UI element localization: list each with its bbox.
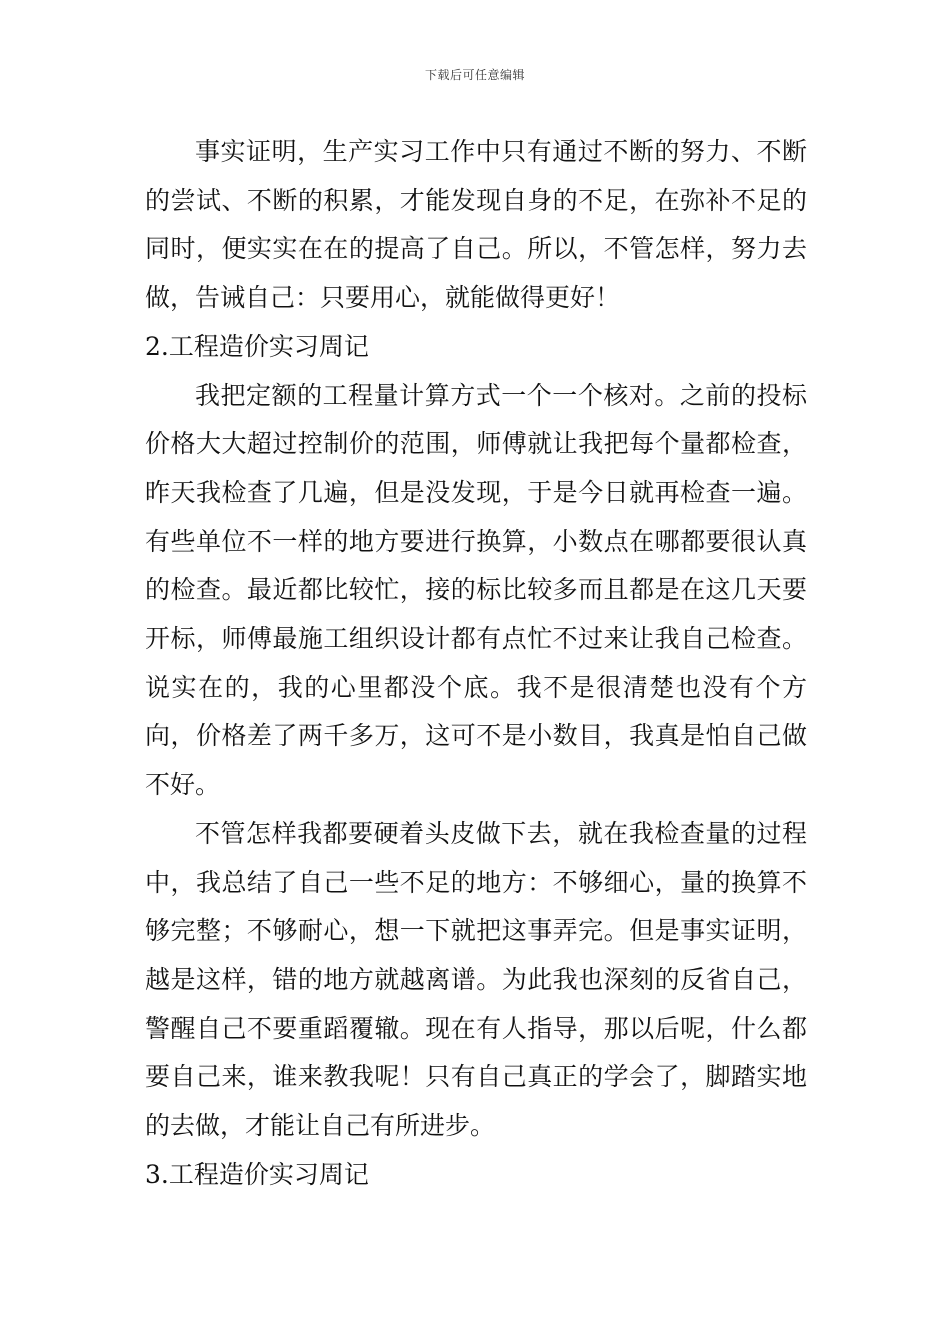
paragraph-conclusion: 事实证明，生产实习工作中只有通过不断的努力、不断的尝试、不断的积累，才能发现自身的不足，在弥补不足的同时，便实实在在的提高了自己。所以，不管怎样，努力去做，告诫自己：只要用心，就能做得更好！ (145, 137, 807, 313)
page-header-note: 下载后可任意编辑 (424, 68, 525, 82)
document-body (145, 128, 807, 1199)
section-heading-2: 2.工程造价实习周记 (145, 331, 369, 361)
section-heading-3: 3.工程造价实习周记 (145, 1159, 369, 1189)
paragraph-reflection: 不管怎样我都要硬着头皮做下去，就在我检查量的过程中，我总结了自己一些不足的地方：不够细心，量的换算不够完整；不够耐心，想一下就把这事弄完。但是事实证明，越是这样，错的地方就越离谱。为此我也深刻的反省自己，警醒自己不要重蹈覆辙。现在有人指导，那以后呢，什么都要自己来，谁来教我呢！只有自己真正的学会了，脚踏实地的去做，才能让自己有所进步。 (145, 818, 807, 1141)
paragraph-checking-quantities: 我把定额的工程量计算方式一个一个核对。之前的投标价格大大超过控制价的范围，师傅就让我把每个量都检查，昨天我检查了几遍，但是没发现，于是今日就再检查一遍。有些单位不一样的地方要进行换算，小数点在哪都要很认真的检查。最近都比较忙，接的标比较多而且都是在这几天要开标，师傅最施工组织设计都有点忙不过来让我自己检查。说实在的，我的心里都没个底。我不是很清楚也没有个方向，价格差了两千多万，这可不是小数目，我真是怕自己做不好。 (145, 380, 807, 800)
